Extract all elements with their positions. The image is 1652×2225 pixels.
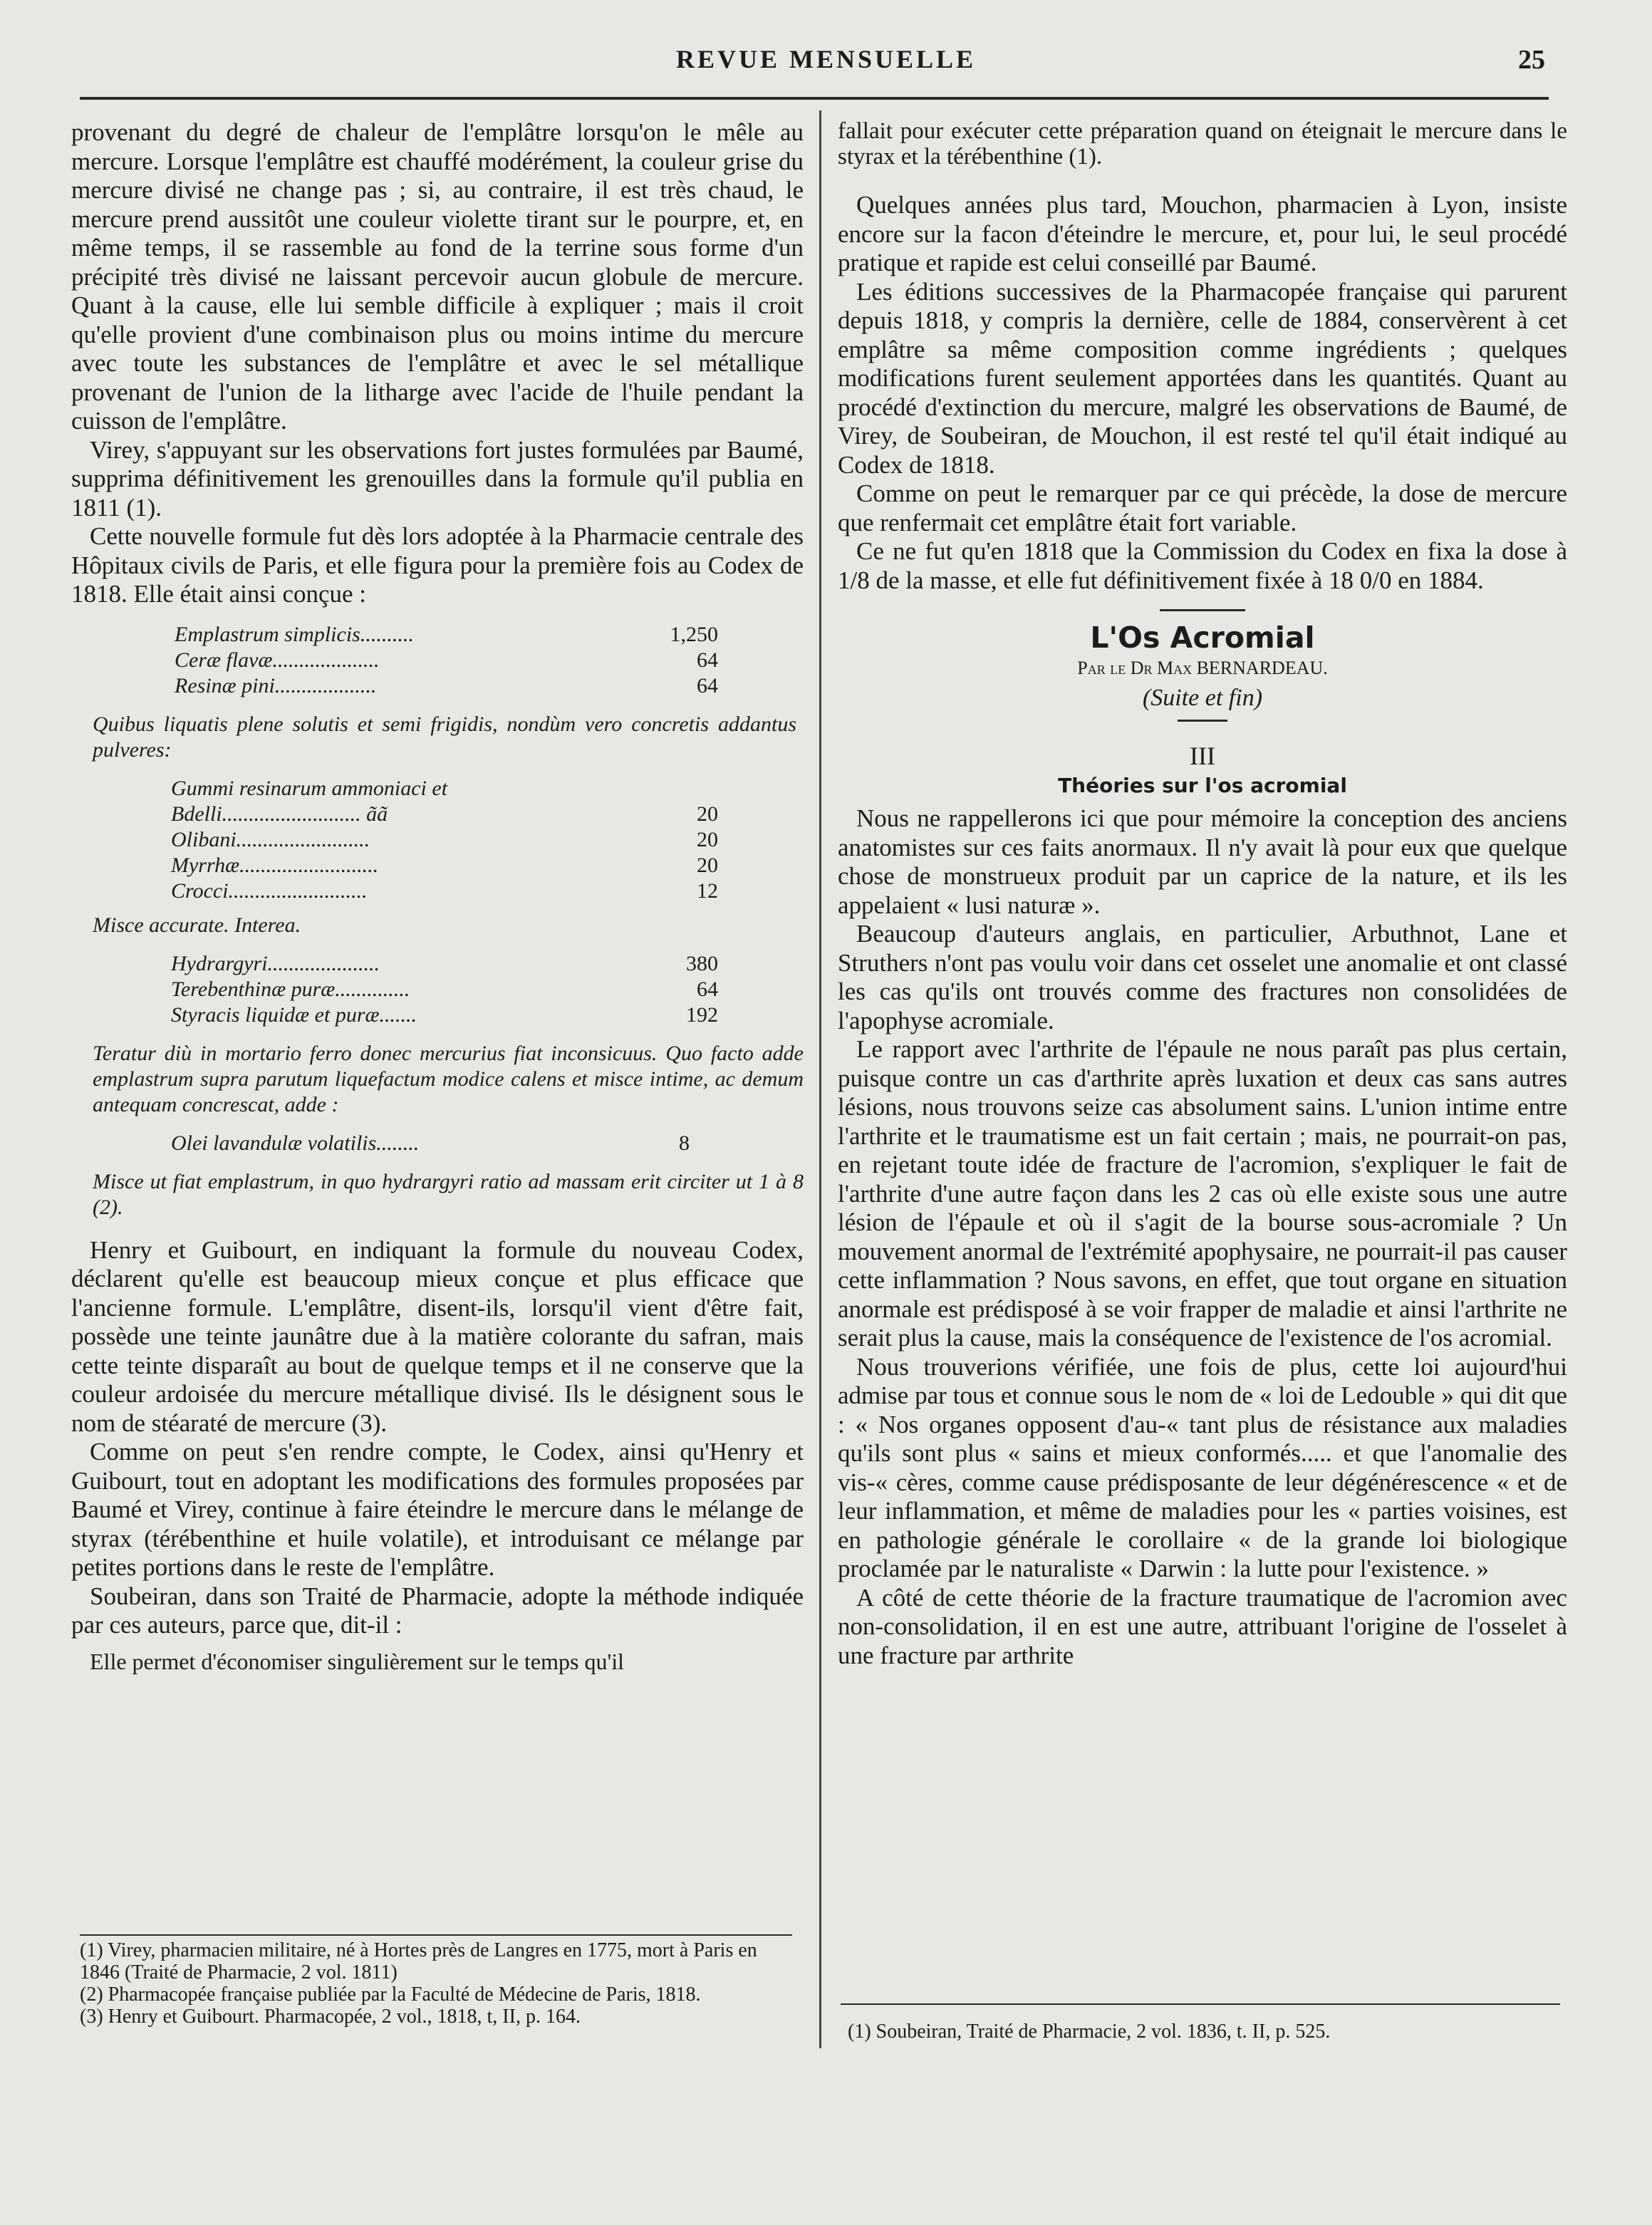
paragraph: Beaucoup d'auteurs anglais, en particulier, Arbuthnot, Lane et Struthers n'ont pas voulu voir dans cet osselet une anomalie et ont classé les cas qu'ils ont trouvés comme des fractures non consolidées de l'apophyse acromiale. bbox=[838, 920, 1567, 1034]
formula-row: Resinæ pini................... 64 bbox=[175, 673, 718, 697]
footnote-rule bbox=[841, 2003, 1560, 2005]
formula-row: Emplastrum simplicis.......... 1,250 bbox=[175, 622, 718, 646]
article-byline: Par le Dr Max BERNARDEAU. bbox=[1077, 658, 1328, 678]
formula-row: Myrrhæ.......................... 20 bbox=[171, 853, 718, 877]
formula-block-2 bbox=[171, 776, 718, 904]
formula-block-4 bbox=[171, 1131, 690, 1156]
formula-block-3 bbox=[171, 951, 718, 1028]
latin-instruction: Misce ut fiat emplastrum, in quo hydrargyri ratio ad massam erit circiter ut 1 à 8 (2). bbox=[93, 1169, 804, 1219]
paragraph: Le rapport avec l'arthrite de l'épaule ne nous paraît pas plus certain, puisque contre un cas d'arthrite après luxation et deux cas sans autres lésions, nous trouvons seize cas absolument sains. L'union intime entre l'arthrite et le traumatisme est un fait certain ; mais, ne pourrait-on pas, en rejetant toute idée de fracture de l'acromion, s'expliquer le fait de l'arthrite d'une autre façon dans les 2 cas où elle existe sous une autre lésion de l'épaule et où il s'agit de la bourse sous-acromiale ? Un mouvement anormal de l'extrémité apophysaire, ne pourrait-il pas causer cette inflammation ? Nous savons, en effet, que tout organe en situation anormale est prédisposé à se voir frapper de maladie et ainsi l'arthrite ne serait plus la cause, mais la conséquence de l'existence de l'os acromial. bbox=[838, 1035, 1567, 1352]
paragraph: provenant du degré de chaleur de l'emplâtre lorsqu'on le mêle au mercure. Lorsque l'emplâtre est chauffé modérément, la couleur grise du mercure divisé ne change pas ; si, au contraire, il est très chaud, le mercure prend aussitôt une couleur violette tirant sur le pourpre, et, en même temps, il se rassemble au fond de la terrine sous forme d'un précipité très divisé ne laissant percevoir aucun globule de mercure. Quant à la cause, elle lui semble difficile à expliquer ; mais il croit qu'elle provient d'une combinaison plus ou moins intime du mercure avec toute les substances de l'emplâtre et avec le sel métallique provenant de l'union de la litharge avec l'acide de l'huile pendant la cuisson de l'emplâtre. bbox=[71, 118, 804, 435]
formula-row: Ceræ flavæ.................... 64 bbox=[175, 648, 718, 672]
paragraph: Virey, s'appuyant sur les observations fort justes formulées par Baumé, supprima définitivement les grenouilles dans la formule qu'il publia en 1811 (1). bbox=[71, 435, 804, 522]
journal-title: REVUE MENSUELLE bbox=[675, 45, 977, 73]
footnote-rule bbox=[80, 1934, 792, 1936]
section-title: Théories sur l'os acromial bbox=[1058, 774, 1347, 797]
paragraph: Ce ne fut qu'en 1818 que la Commission du Codex en fixa la dose à 1/8 de la masse, et elle fut définitivement fixée à 18 0/0 en 1884. bbox=[838, 537, 1567, 594]
header-rule bbox=[80, 97, 1549, 100]
footnote: (1) Soubeiran, Traité de Pharmacie, 2 vol. 1836, t. II, p. 525. bbox=[848, 2021, 1331, 2043]
paragraph: Quelques années plus tard, Mouchon, pharmacien à Lyon, insiste encore sur la facon d'éteindre le mercure, et, pour lui, le seul procédé pratique et rapide est celui conseillé par Baumé. bbox=[838, 191, 1567, 276]
running-header bbox=[0, 44, 1652, 80]
paragraph: Nous trouverions vérifiée, une fois de plus, cette loi aujourd'hui admise par tous et connue sous le nom de « loi de Ledouble » qui dit que : « Nos organes opposent d'au-« tant plus de résistance aux maladies qu'ils sont plus « sains et mieux conformés..... et que l'anomalie des vis-« cères, comme cause prédisposante de leur dégénérescence « et de leur inflammation, et même de maladies pour les « parties voisines, est en pathologie générale le corollaire « de la grande loi biologique proclamée par le naturaliste « Darwin : la lutte pour l'existence. » bbox=[838, 1352, 1567, 1582]
quoted-paragraph: Elle permet d'économiser singulièrement sur le temps qu'il bbox=[90, 1648, 624, 1674]
formula-row: Crocci.......................... 12 bbox=[171, 878, 718, 903]
paragraph: Les éditions successives de la Pharmacopée française qui parurent depuis 1818, y compris la dernière, celle de 1884, conservèrent à cet emplâtre sa même composition comme ingrédients ; quelques modifications furent seulement apportées dans les quantités. Quant au procédé d'extinction du mercure, malgré les observations de Baumé, de Virey, de Soubeiran, de Mouchon, il est resté tel qu'il était indiqué au Codex de 1818. bbox=[838, 277, 1567, 479]
latin-instruction: Quibus liquatis plene solutis et semi frigidis, nondùm vero concretis addantus pulveres: bbox=[93, 712, 796, 762]
formula-row: Gummi resinarum ammoniaci et bbox=[171, 776, 448, 800]
paragraph: Henry et Guibourt, en indiquant la formule du nouveau Codex, déclarent qu'elle est beaucoup mieux conçue et plus efficace que l'ancienne formule. L'emplâtre, disent-ils, lorsqu'il vient d'être fait, possède une teinte jaunâtre due à la matière colorante du safran, mais cette teinte disparaît au bout de quelque temps et il ne conserve que la couleur ardoisée du mercure métallique divisé. Ils le désignent sous le nom de stéaraté de mercure (3). bbox=[71, 1235, 804, 1437]
paragraph: Nous ne rappellerons ici que pour mémoire la conception des anciens anatomistes sur ces faits anormaux. Il n'y avait là pour eux que quelque chose de monstrueux produit par un caprice de la nature, et ils les appelaient « lusi naturæ ». bbox=[838, 804, 1567, 919]
article-rule bbox=[1160, 609, 1245, 611]
right-footnotes bbox=[848, 2021, 1560, 2043]
latin-instruction: Misce accurate. Interea. bbox=[93, 913, 301, 937]
paragraph: Comme on peut le remarquer par ce qui précède, la dose de mercure que renfermait cet emplâtre était fort variable. bbox=[838, 479, 1567, 536]
formula-row: Terebenthinæ puræ.............. 64 bbox=[171, 977, 718, 1001]
article-title: L'Os Acromial bbox=[1090, 621, 1315, 655]
formula-row: Olei lavandulæ volatilis........ 8 bbox=[171, 1131, 690, 1155]
column-divider bbox=[819, 110, 821, 2048]
footnote: (3) Henry et Guibourt. Pharmacopée, 2 vol., 1818, t, II, p. 164. bbox=[80, 2006, 581, 2028]
formula-row: Bdelli.......................... ãã 20 bbox=[171, 802, 718, 826]
formula-row: Styracis liquidæ et puræ....... 192 bbox=[171, 1002, 718, 1027]
paragraph: fallait pour exécuter cette préparation quand on éteignait le mercure dans le styrax et la térébenthine (1). bbox=[838, 118, 1567, 170]
formula-row: Hydrargyri..................... 380 bbox=[171, 951, 718, 975]
paragraph: Soubeiran, dans son Traité de Pharmacie, adopte la méthode indiquée par ces auteurs, parce que, dit-il : bbox=[71, 1582, 804, 1639]
formula-block-1 bbox=[175, 622, 718, 699]
status-rule bbox=[1178, 720, 1227, 722]
latin-instruction: Teratur diù in mortario ferro donec mercurius fiat inconsicuus. Quo facto adde emplastrum supra parutum liquefactum modice calens et misce intime, ac demum antequam concrescat, adde : bbox=[93, 1041, 804, 1116]
paragraph: Cette nouvelle formule fut dès lors adoptée à la Pharmacie centrale des Hôpitaux civils de Paris, et elle figura pour la première fois au Codex de 1818. Elle était ainsi conçue : bbox=[71, 522, 804, 608]
left-footnotes bbox=[80, 1939, 792, 2028]
page-number: 25 bbox=[1518, 45, 1545, 75]
left-column bbox=[71, 118, 804, 1676]
formula-row: Olibani......................... 20 bbox=[171, 827, 718, 851]
paragraph: A côté de cette théorie de la fracture traumatique de l'acromion avec non-consolidation, il en est une autre, attribuant l'origine de l'osselet à une fracture par arthrite bbox=[838, 1583, 1567, 1669]
footnote: (1) Virey, pharmacien militaire, né à Hortes près de Langres en 1775, mort à Paris en 1846 (Traité de Pharmacie, 2 vol. 1811) bbox=[80, 1939, 757, 1983]
footnote: (2) Pharmacopée française publiée par la Faculté de Médecine de Paris, 1818. bbox=[80, 1983, 701, 2006]
paragraph: Comme on peut s'en rendre compte, le Codex, ainsi qu'Henry et Guibourt, tout en adoptant les modifications des formules proposées par Baumé et Virey, continue à faire éteindre le mercure dans le mélange de styrax (térébenthine et huile volatile), et introduisant ce mélange par petites portions dans le reste de l'emplâtre. bbox=[71, 1438, 804, 1581]
section-number: III bbox=[1190, 742, 1215, 770]
right-column bbox=[838, 118, 1567, 1670]
article-status: (Suite et fin) bbox=[1142, 685, 1263, 711]
